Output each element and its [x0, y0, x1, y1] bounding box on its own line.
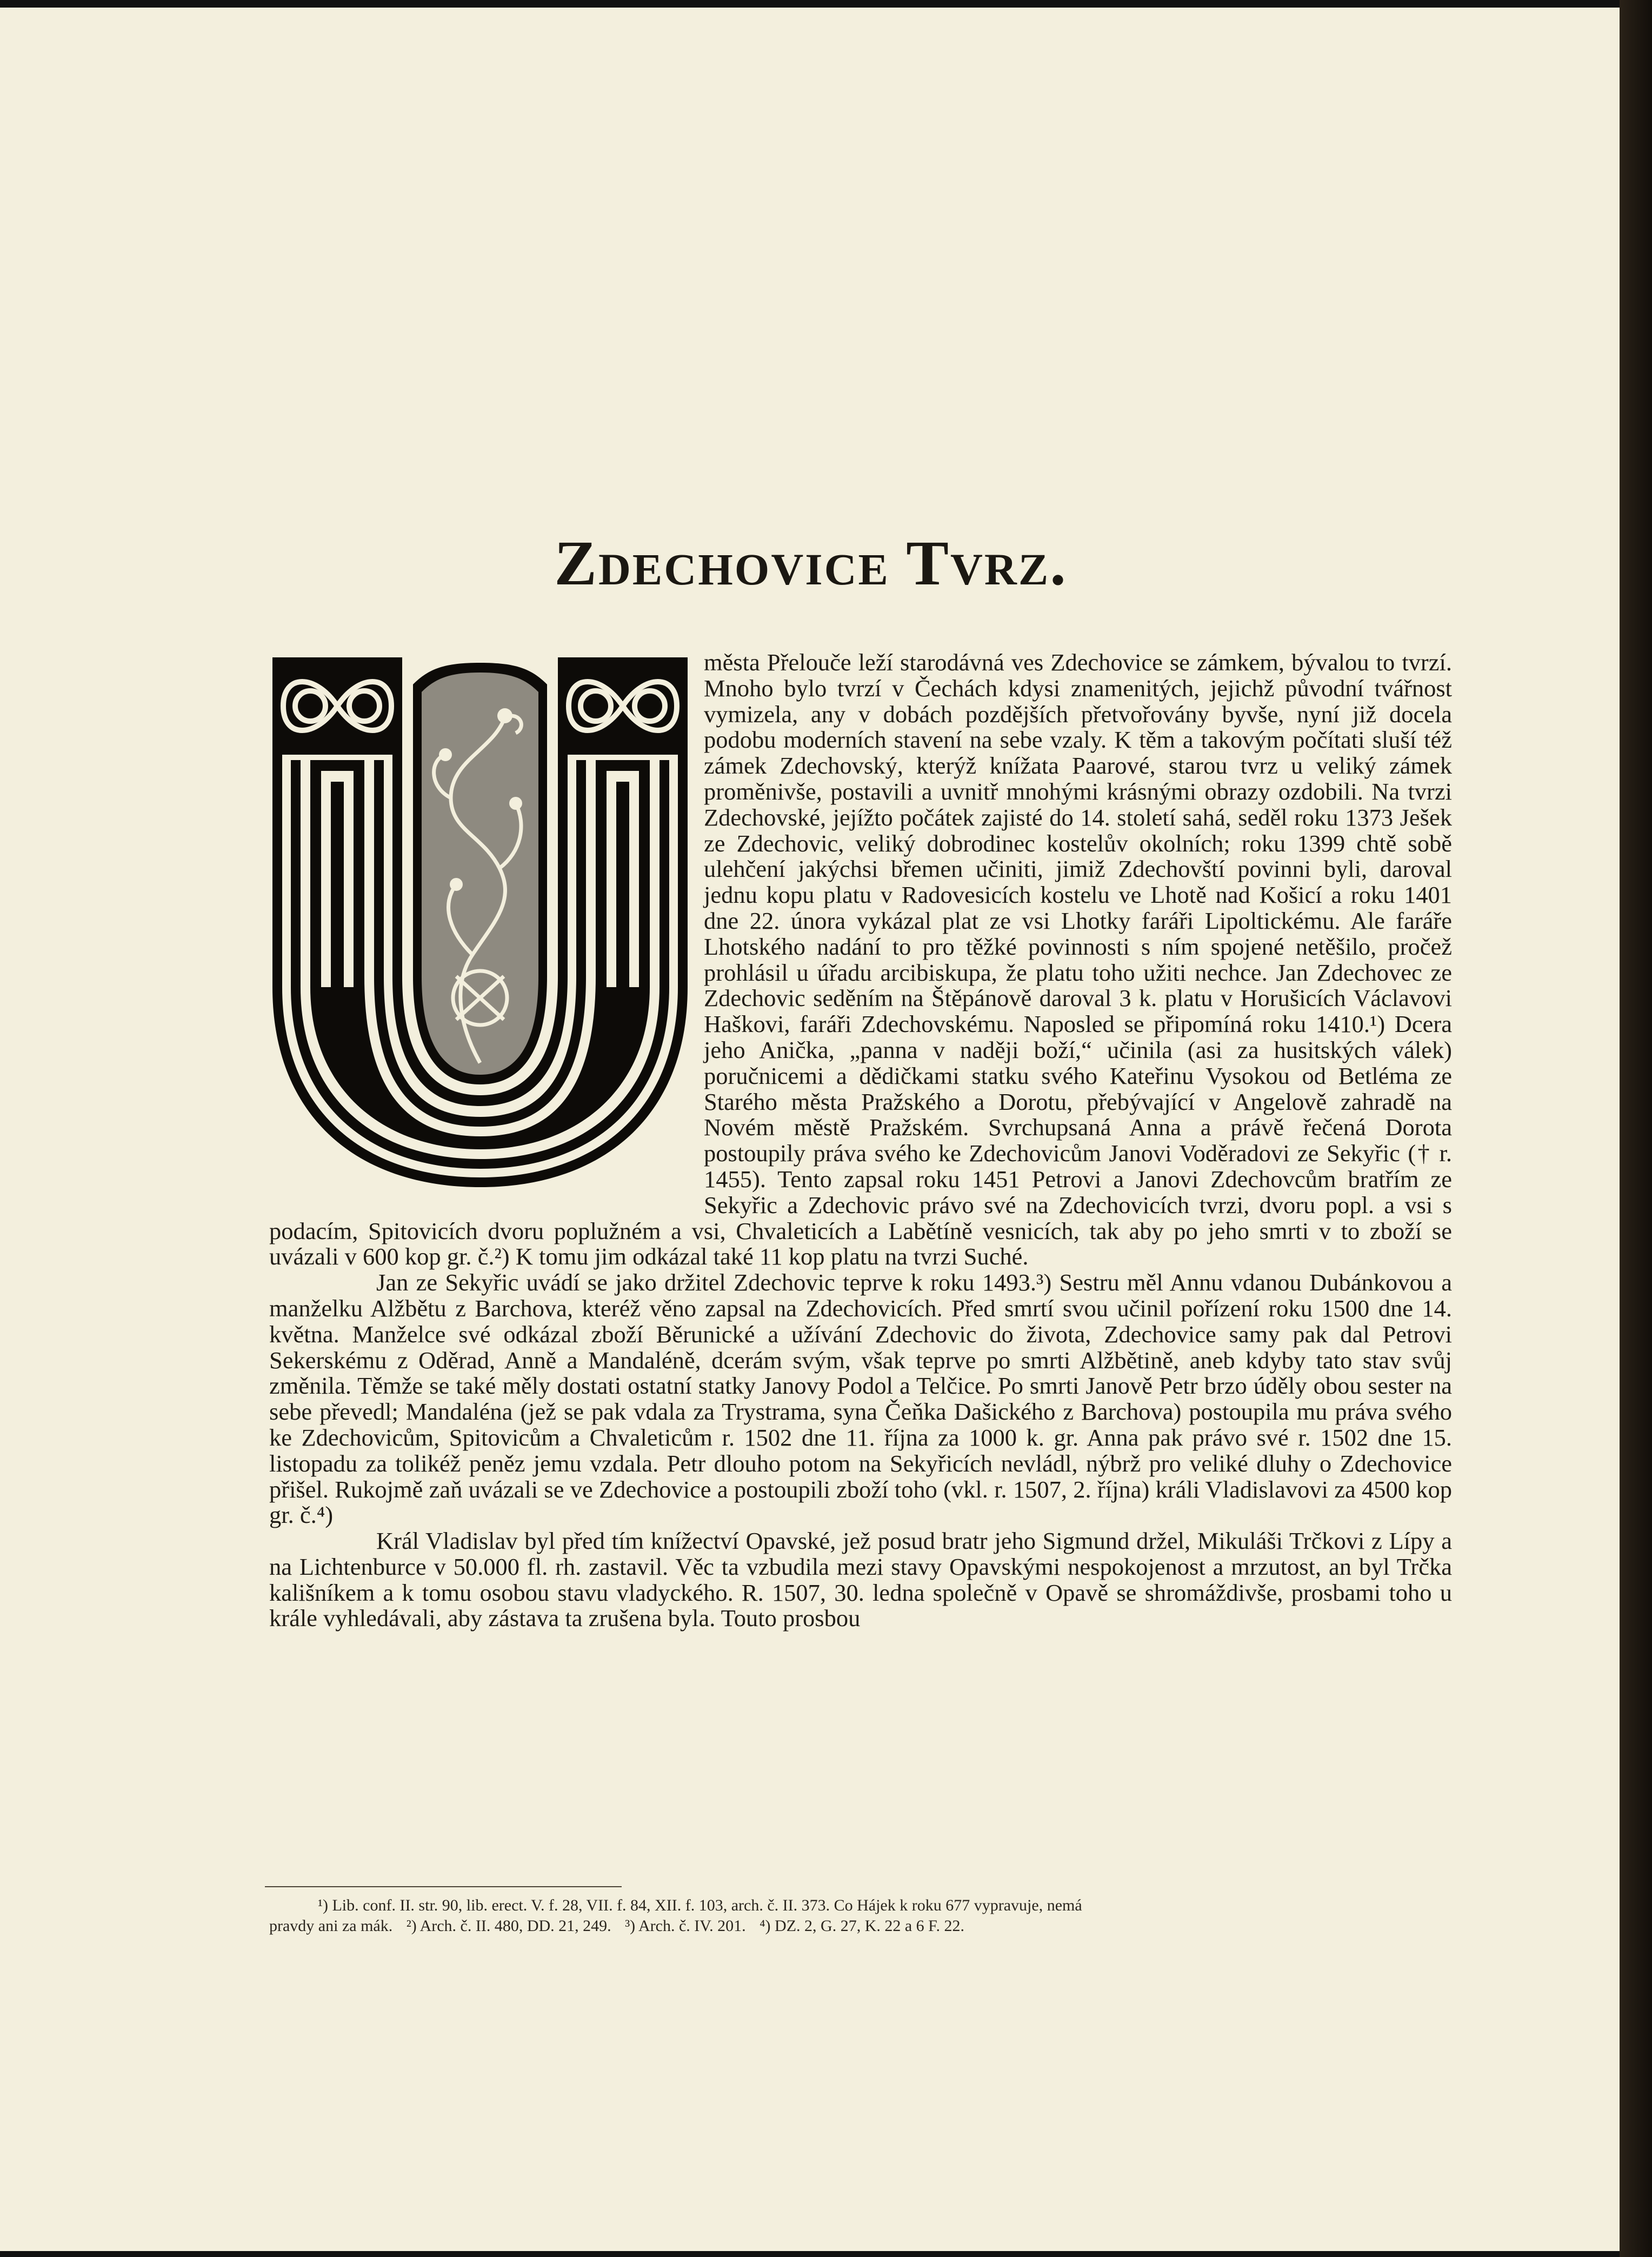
paragraph: Král Vladislav byl před tím knížectví Opavské, jež posud bratr jeho Sigmund držel, Mikuláši Trčkovi z Lípy a na Lichtenburce v 50.000 fl. rh. zastavil. Věc ta vzbudila mezi stavy Opavskými nespokojenost a mrzutost, an byl Trčka kališníkem a k tomu osobou stavu vladyckého. R. 1507, 30. ledna společně v Opavě se shromáždivše, prosbami toho u krále vyhledávali, aby zástava ta zrušena byla. Touto prosbou	[269, 1527, 1452, 1632]
paragraph: Jan ze Sekyřic uvádí se jako držitel Zdechovic teprve k roku 1493.³) Sestru měl Annu vdanou Dubánkovou a manželku Alžbětu z Barchova, kteréž věno zapsal na Zdechovicích. Před smrtí svou učinil pořízení roku 1500 dne 14. května. Manželce své odkázal zboží Běrunické a užívání Zdechovic do života, Zdechovice samy pak dal Petrovi Sekerskému z Oděrad, Anně a Mandaléně, dcerám svým, však teprve po smrti Alžbětině, aneb kdyby tato stav svůj změnila. Těmže se také měly dostati ostatní statky Janovy Podol a Telčice. Po smrti Janově Petr brzo úděly obou sester na sebe převedl; Mandaléna (jež se pak vdala za Trystrama, syna Čeňka Dašického z Barchova) postoupila mu práva svého ke Zdechovicům, Spitovicům a Chvaleticům r. 1502 dne 11. října za 1000 k. gr. Anna pak právo své r. 1502 dne 15. listopadu za tolikéž peněz jemu vzdala. Petr dlouho potom na Sekyřicích nevládl, nýbrž pro veliké dluhy o Zdechovice přišel. Rukojmě zaň uvázali se ve Zdechovice a postoupili zboží toho (vkl. r. 1507, 2. října) králi Vladislavovi za 4500 kop gr. č.⁴)	[269, 1269, 1452, 1529]
footnote-4: ⁴) DZ. 2, G. 27, K. 22 a 6 F. 22.	[760, 1917, 964, 1935]
page-edge	[1620, 0, 1652, 2257]
footnote-3: ³) Arch. č. IV. 201.	[625, 1917, 746, 1935]
footnotes	[269, 1895, 1451, 1936]
footnote-text: pravdy ani za mák.	[269, 1917, 393, 1935]
decorated-initial-u	[267, 652, 693, 1191]
footnote-divider	[265, 1886, 622, 1887]
footnote-2: ²) Arch. č. II. 480, DD. 21, 249.	[406, 1917, 611, 1935]
body-text	[269, 650, 1452, 1632]
footnote-line	[269, 1916, 1451, 1936]
paragraph: města Přelouče leží starodávná ves Zdechovice se zámkem, bývalou to tvrzí. Mnoho bylo tvrzí v Čechách kdysi znamenitých, jejichž původní tvářnost vymizela, any v dobách pozdějších přetvořovány byvše, nyní již docela podobu moderních stavení na sebe vzaly. K těm a takovým počítati sluší též zámek Zdechovský, kterýž knížata Paarové, starou tvrz u veliký zámek proměnivše, postavili a uvnitř mnohými krásnými obrazy ozdobili. Na tvrzi Zdechovské, jejížto počátek zajisté do 14. století sahá, seděl roku 1373 Ješek ze Zdechovic, veliký dobrodinec kostelův okolních; roku 1399 chtě sobě ulehčení jakýchsi břemen učiniti, jimiž Zdechovští povinni byli, daroval jednu kopu platu v Radovesicích kostelu ve Lhotě nad Košicí a roku 1401 dne 22. února vykázal plat ze vsi Lhotky faráři Lipoltickému. Ale faráře Lhotského nadání to pro těžké povinnosti s ním spojené netěšilo, pročež prohlásil u úřadu arcibiskupa, že platu toho užiti nechce. Jan Zdechovec ze Zdechovic seděním na Štěpánově daroval 3 k. platu v Horušicích Václavovi Haškovi, faráři Zdechovskému. Naposled se připomíná roku 1410.¹) Dcera jeho Anička, „panna v naději boží,“ učinila (asi za husitských válek) poručnicemi a dědičkami statku svého Kateřinu Vysokou od Betléma ze Starého města Pražského a Dorotu, přebývající v Angelově zahradě na Novém městě Pražském. Svrchupsaná Anna a právě řečená Dorota postoupily práva svého ke Zdechovicům Janovi Voděradovi ze Sekyřic († r. 1455). Tento zapsal roku 1451 Petrovi a Janovi Zdechovcům bratřím ze Sekyřic a Zdechovic právo své na Zdechovicích tvrzi, dvoru popl. a vsi s podacím, Spitovicích dvoru poplužném a vsi, Chvaleticích a Labětíně vesnicích, tak aby po jeho smrti v to zboží se uvázali v 600 kop gr. č.²) K tomu jim odkázal také 11 kop platu na tvrzi Suché.	[269, 649, 1452, 1270]
page-title: Zdechovice Tvrz.	[554, 528, 1068, 598]
page	[0, 8, 1620, 2251]
footnote-line: ¹) Lib. conf. II. str. 90, lib. erect. V. f. 28, VII. f. 84, XII. f. 103, arch. č. II. 373. Co Hájek k roku 677 vypravuje, nemá	[318, 1896, 1082, 1914]
